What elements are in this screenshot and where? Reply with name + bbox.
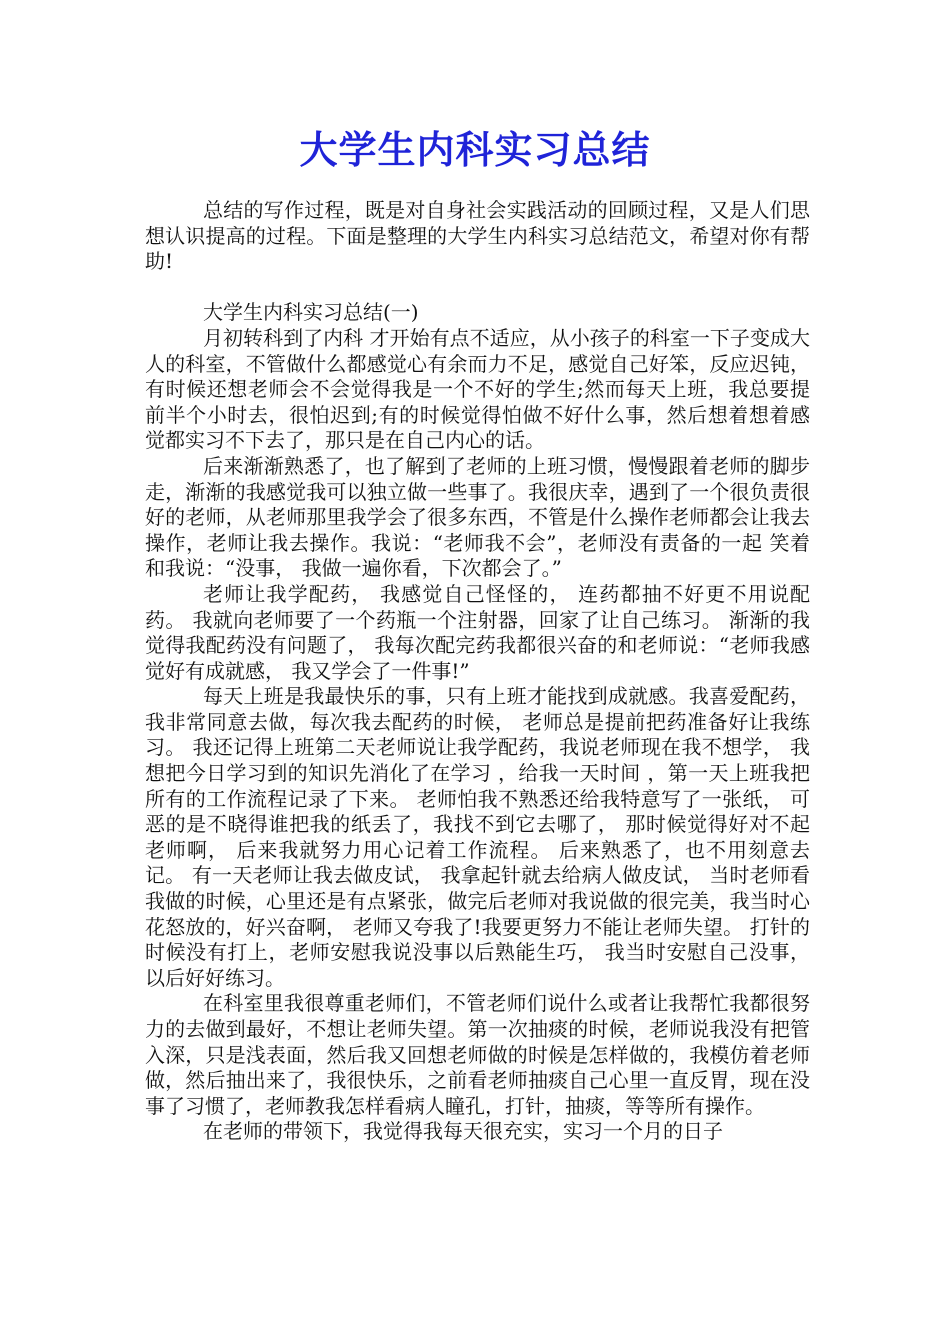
document-title: 大学生内科实习总结 xyxy=(299,127,651,172)
document-body xyxy=(145,198,810,1145)
intro-paragraph: 总结的写作过程，既是对自身社会实践活动的回顾过程，又是人们思想认识提高的过程。下面是整理的大学生内科实习总结范文，希望对你有帮助! xyxy=(145,198,810,274)
body-paragraph: 每天上班是我最快乐的事，只有上班才能找到成就感。我喜爱配药，我非常同意去做，每次我去配药的时候， 老师总是提前把药准备好让我练习。 我还记得上班第二天老师说让我学配药，我说老师现在我不想学， 我想把今日学习到的知识先消化了在学习 ，给我一天时间 ，第一天上班我把所有的工作流程记录了下来。 老师怕我不熟悉还给我特意写了一张纸， 可恶的是不晓得谁把我的纸丢了，我找不到它去哪了， 那时候觉得好对不起老师啊， 后来我就努力用心记着工作流程。 后来熟悉了，也不用刻意去记。 有一天老师让我去做皮试， 我拿起针就去给病人做皮试， 当时老师看我做的时候，心里还是有点紧张，做完后老师对我说做的很完美，我当时心花怒放的，好兴奋啊， 老师又夸我了!我要更努力不能让老师失望。 打针的时候没有打上，老师安慰我说没事以后熟能生巧， 我当时安慰自己没事，以后好好练习。 xyxy=(145,684,810,990)
body-paragraph: 月初转科到了内科 才开始有点不适应，从小孩子的科室一下子变成大人的科室，不管做什么都感觉心有余而力不足，感觉自己好笨，反应迟钝，有时候还想老师会不会觉得我是一个不好的学生;然而每天上班，我总要提前半个小时去，很怕迟到;有的时候觉得怕做不好什么事，然后想着想着感觉都实习不下去了，那只是在自己内心的话。 xyxy=(145,325,810,453)
body-paragraph: 在老师的带领下，我觉得我每天很充实，实习一个月的日子 xyxy=(203,1119,723,1144)
body-paragraph: 后来渐渐熟悉了，也了解到了老师的上班习惯，慢慢跟着老师的脚步走，渐渐的我感觉我可以独立做一些事了。我很庆幸，遇到了一个很负责很好的老师，从老师那里我学会了很多东西，不管是什么操作老师都会让我去操作，老师让我去操作。我说：“老师我不会”，老师没有责备的一起 笑着和我说：“没事， 我做一遍你看，下次都会了。” xyxy=(145,453,810,581)
body-paragraph: 在科室里我很尊重老师们，不管老师们说什么或者让我帮忙我都很努力的去做到最好，不想让老师失望。第一次抽痰的时候，老师说我没有把管入深，只是浅表面，然后我又回想老师做的时候是怎样做的，我模仿着老师做，然后抽出来了，我很快乐，之前看老师抽痰自己心里一直反胃，现在没事了习惯了，老师教我怎样看病人瞳孔，打针，抽痰，等等所有操作。 xyxy=(145,991,810,1118)
section-heading: 大学生内科实习总结(一) xyxy=(203,300,419,325)
body-paragraph: 老师让我学配药， 我感觉自己怪怪的， 连药都抽不好更不用说配药。 我就向老师要了一个药瓶一个注射器，回家了让自己练习。 渐渐的我觉得我配药没有问题了， 我每次配完药我都很兴奋的和老师说：“老师我感觉好有成就感， 我又学会了一件事!” xyxy=(145,581,810,683)
